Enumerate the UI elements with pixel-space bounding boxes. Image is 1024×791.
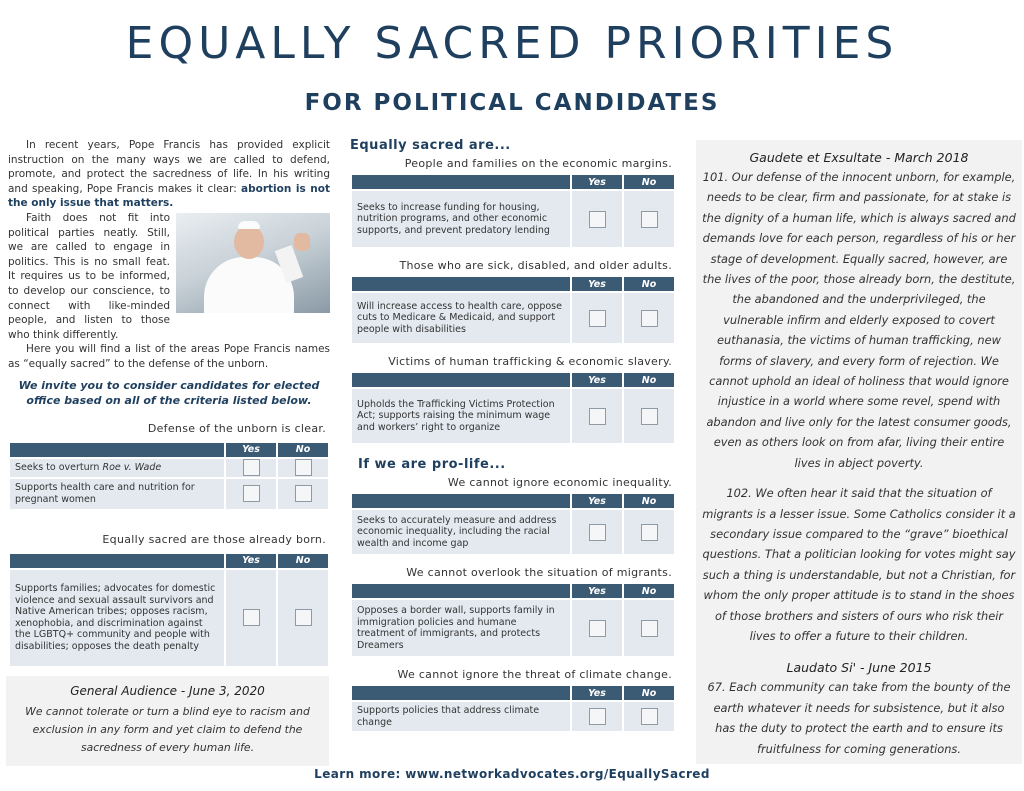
criteria-text-main: Supports families; advocates for domestic violence and sexual assault survivors and Native American tribes; opposes racism, xenophobia, and discrimination against the LGBTQ+ community and people with disabilities; opposes the death penalty xyxy=(15,583,216,652)
no-column-header: No xyxy=(624,175,674,189)
yes-checkbox[interactable] xyxy=(589,310,606,327)
criteria-text xyxy=(10,459,224,477)
gaudete-quote xyxy=(696,140,1022,764)
section-label: We cannot ignore economic inequality. xyxy=(447,476,672,489)
criteria-text: Seeks to increase funding for housing, nutrition programs, and other economic supports, and prevent predatory lending xyxy=(352,191,570,247)
yes-column-header: Yes xyxy=(572,584,622,598)
yes-checkbox[interactable] xyxy=(589,708,606,725)
criteria-table xyxy=(350,275,676,345)
criteria-text-emphasis: Roe v. Wade xyxy=(102,461,162,473)
pro-life-heading: If we are pro-life... xyxy=(358,457,506,472)
criteria-text-main: Supports health care and nutrition for pregnant women xyxy=(15,482,195,505)
intro-p1-text: In recent years, Pope Francis has provided explicit instruction on the many ways we are called to defend, promote, and protect the sacredness of life. In his writing and speaking, Pope Francis makes it clear: xyxy=(8,139,330,195)
intro-p1-emphasis: abortion is not the only issue that matters. xyxy=(8,182,330,210)
table-row xyxy=(352,389,674,443)
pope-francis-photo xyxy=(176,213,330,313)
quote-body: We cannot tolerate or turn a blind eye to racism and exclusion in any form and yet claim to defend the sacredness of every human life. xyxy=(25,705,310,754)
criteria-table xyxy=(350,684,676,733)
section-label: Those who are sick, disabled, and older adults. xyxy=(399,259,672,272)
criteria-header xyxy=(352,373,570,387)
table-row xyxy=(352,600,674,656)
no-checkbox[interactable] xyxy=(641,211,658,228)
table-header-row xyxy=(352,686,674,700)
table-header-row xyxy=(10,554,328,568)
no-checkbox[interactable] xyxy=(295,609,312,626)
yes-cell xyxy=(572,702,622,731)
yes-checkbox[interactable] xyxy=(243,459,260,476)
criteria-header xyxy=(352,277,570,291)
table-header-row xyxy=(352,373,674,387)
intro-text xyxy=(8,138,330,372)
criteria-text: Seeks to accurately measure and address economic inequality, including the racial wealth and income gap xyxy=(352,510,570,554)
yes-cell xyxy=(226,570,276,666)
no-cell xyxy=(278,479,328,509)
yes-cell xyxy=(572,389,622,443)
equally-sacred-criteria xyxy=(350,157,676,445)
criteria-table xyxy=(8,441,330,511)
left-criteria xyxy=(8,422,330,668)
criteria-text xyxy=(10,570,224,666)
no-column-header: No xyxy=(278,554,328,568)
footer-link[interactable]: Learn more: www.networkadvocates.org/EquallySacred xyxy=(314,767,710,781)
criteria-text: Supports policies that address climate change xyxy=(352,702,570,731)
pro-life-criteria xyxy=(350,476,676,733)
no-cell xyxy=(624,293,674,343)
yes-checkbox[interactable] xyxy=(243,485,260,502)
quote-title: General Audience - June 3, 2020 xyxy=(70,684,265,698)
yes-checkbox[interactable] xyxy=(243,609,260,626)
no-checkbox[interactable] xyxy=(295,485,312,502)
yes-column-header: Yes xyxy=(572,494,622,508)
criteria-header xyxy=(352,494,570,508)
intro-paragraph-3: Here you will find a list of the areas Pope Francis names as “equally sacred” to the defense of the unborn. xyxy=(8,343,330,370)
criteria-text: Upholds the Trafficking Victims Protection Act; supports raising the minimum wage and workers’ right to organize xyxy=(352,389,570,443)
criteria-text xyxy=(10,479,224,509)
yes-column-header: Yes xyxy=(572,175,622,189)
criteria-header xyxy=(352,686,570,700)
table-row xyxy=(10,479,328,509)
yes-cell xyxy=(226,459,276,477)
no-checkbox[interactable] xyxy=(295,459,312,476)
no-checkbox[interactable] xyxy=(641,408,658,425)
no-checkbox[interactable] xyxy=(641,708,658,725)
no-cell xyxy=(624,191,674,247)
criteria-text: Opposes a border wall, supports family in immigration policies and humane treatment of immigrants, and protects Dreamers xyxy=(352,600,570,656)
no-checkbox[interactable] xyxy=(641,620,658,637)
table-header-row xyxy=(10,443,328,457)
criteria-table xyxy=(350,582,676,658)
table-header-row xyxy=(352,277,674,291)
section-label: We cannot overlook the situation of migrants. xyxy=(406,566,672,579)
middle-column xyxy=(350,138,676,733)
no-column-header: No xyxy=(624,494,674,508)
intro-paragraph-2: Faith does not fit into political parties neatly. Still, we are called to engage in politics. This is no small feat. It requires us to be informed, to develop our conscience, to connect with like-minded people, and listen to those who think differently. xyxy=(8,211,170,341)
yes-cell xyxy=(572,293,622,343)
yes-column-header: Yes xyxy=(226,443,276,457)
criteria-header xyxy=(352,175,570,189)
table-row xyxy=(352,293,674,343)
yes-checkbox[interactable] xyxy=(589,211,606,228)
yes-column-header: Yes xyxy=(226,554,276,568)
section-label: Victims of human trafficking & economic slavery. xyxy=(388,355,672,368)
invite-statement: We invite you to consider candidates for elected office based on all of the criteria listed below. xyxy=(18,378,320,407)
gaudete-paragraph-102: 102. We often hear it said that the situation of migrants is a lesser issue. Some Catholics consider it a secondary issue compared to the “grave” bioethical questions. That a politician looking for votes might say such a thing is understandable, but not a Christian, for whom the only proper attitude is to stand in the shoes of those brothers and sisters of ours who risk their lives to offer a future to their children. xyxy=(702,486,1016,643)
yes-cell xyxy=(572,191,622,247)
no-column-header: No xyxy=(624,373,674,387)
left-column xyxy=(8,138,330,668)
criteria-table xyxy=(350,371,676,445)
yes-checkbox[interactable] xyxy=(589,408,606,425)
no-cell xyxy=(278,459,328,477)
table-header-row xyxy=(352,494,674,508)
yes-checkbox[interactable] xyxy=(589,524,606,541)
criteria-header xyxy=(10,443,224,457)
yes-column-header: Yes xyxy=(572,277,622,291)
table-row xyxy=(10,570,328,666)
equally-sacred-heading: Equally sacred are... xyxy=(350,138,511,153)
criteria-text-main: Seeks to overturn xyxy=(15,461,103,473)
laudato-paragraph-67: 67. Each community can take from the bounty of the earth whatever it needs for subsistence, but it also has the duty to protect the earth and to ensure its fruitfulness for coming generations. xyxy=(707,680,1011,756)
criteria-header xyxy=(10,554,224,568)
section-label: Defense of the unborn is clear. xyxy=(147,421,326,435)
no-checkbox[interactable] xyxy=(641,524,658,541)
section-label: We cannot ignore the threat of climate change. xyxy=(397,668,672,681)
table-row xyxy=(352,191,674,247)
no-cell xyxy=(278,570,328,666)
criteria-header xyxy=(352,584,570,598)
criteria-table xyxy=(350,173,676,249)
section-label: Equally sacred are those already born. xyxy=(102,532,326,546)
criteria-text: Will increase access to health care, oppose cuts to Medicare & Medicaid, and support people with disabilities xyxy=(352,293,570,343)
yes-cell xyxy=(226,479,276,509)
section-label: People and families on the economic margins. xyxy=(404,157,672,170)
gaudete-paragraph-101: 101. Our defense of the innocent unborn, for example, needs to be clear, firm and passionate, for at stake is the dignity of a human life, which is always sacred and demands love for each person, regardless of his or her stage of development. Equally sacred, however, are the lives of the poor, those already born, the destitute, the abandoned and the underprivileged, the vulnerable infirm and elderly exposed to covert euthanasia, the victims of human trafficking, new forms of slavery, and every form of rejection. We cannot uphold an ideal of holiness that would ignore injustice in a world where some revel, spend with abandon and live only for the latest consumer goods, even as others look on from afar, living their entire lives in abject poverty. xyxy=(702,170,1016,470)
no-cell xyxy=(624,389,674,443)
laudato-title: Laudato Si' - June 2015 xyxy=(786,660,932,676)
criteria-table xyxy=(8,552,330,668)
yes-column-header: Yes xyxy=(572,686,622,700)
table-row xyxy=(352,510,674,554)
no-cell xyxy=(624,510,674,554)
yes-checkbox[interactable] xyxy=(589,620,606,637)
no-cell xyxy=(624,600,674,656)
yes-cell xyxy=(572,510,622,554)
no-column-header: No xyxy=(624,686,674,700)
general-audience-quote xyxy=(6,676,329,766)
intro-paragraph-1 xyxy=(8,138,330,211)
yes-column-header: Yes xyxy=(572,373,622,387)
page-title: EQUALLY SACRED PRIORITIES xyxy=(125,18,899,69)
table-header-row xyxy=(352,584,674,598)
no-column-header: No xyxy=(624,584,674,598)
no-checkbox[interactable] xyxy=(641,310,658,327)
criteria-table xyxy=(350,492,676,556)
table-header-row xyxy=(352,175,674,189)
no-column-header: No xyxy=(278,443,328,457)
table-row xyxy=(10,459,328,477)
gaudete-title: Gaudete et Exsultate - March 2018 xyxy=(749,150,969,165)
page-subtitle: FOR POLITICAL CANDIDATES xyxy=(304,90,720,116)
no-column-header: No xyxy=(624,277,674,291)
yes-cell xyxy=(572,600,622,656)
no-cell xyxy=(624,702,674,731)
table-row xyxy=(352,702,674,731)
